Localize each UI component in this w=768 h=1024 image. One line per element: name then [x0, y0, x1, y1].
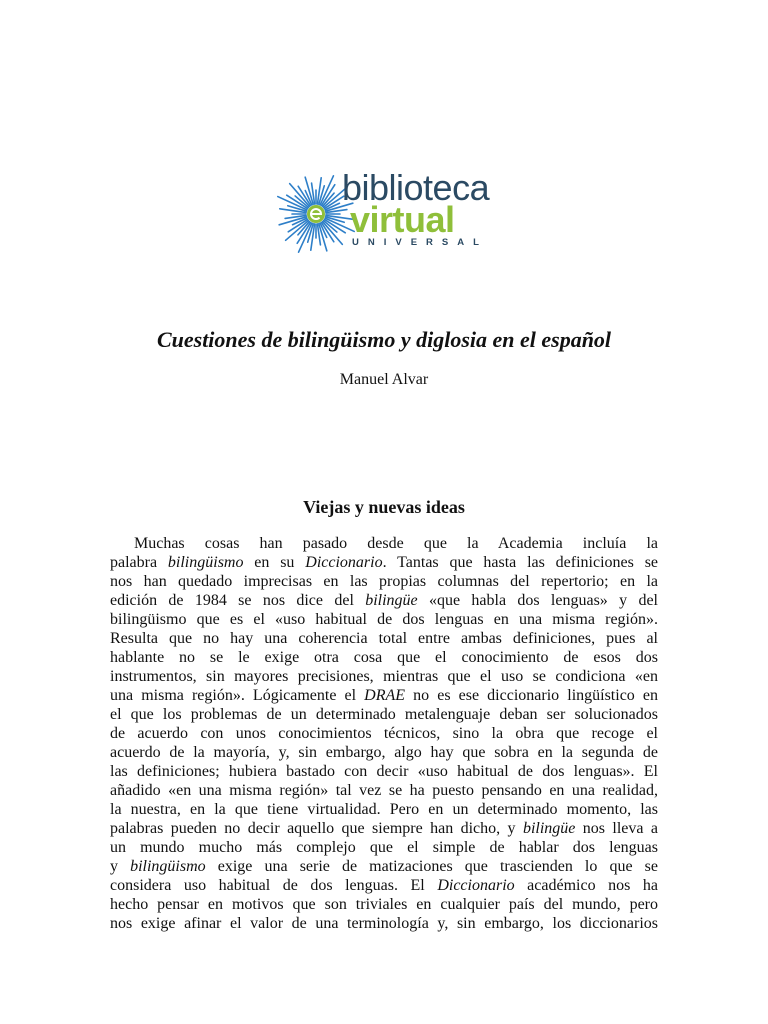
body-line — [110, 553, 658, 572]
body-line — [110, 838, 658, 857]
text-run: nos han quedado imprecisas en las propias columnas del repertorio; en la — [110, 573, 658, 590]
body-paragraph — [110, 534, 658, 933]
body-line — [110, 686, 658, 705]
text-run: en su — [243, 554, 306, 571]
italic-term: bilingüe — [365, 592, 418, 609]
body-line — [110, 629, 658, 648]
text-run: edición de 1984 se nos dice del — [110, 592, 366, 609]
body-line — [110, 800, 658, 819]
body-line — [110, 819, 658, 838]
body-line — [110, 857, 658, 876]
text-run: considera uso habitual de dos lenguas. El — [110, 877, 438, 894]
text-run: de acuerdo con unos conocimientos técnicos, sino la obra que recoge el — [110, 725, 658, 742]
body-line — [110, 743, 658, 762]
text-run: bilingüismo que es el «uso habitual de dos lenguas en una misma región». — [110, 611, 658, 628]
text-run: Muchas cosas han pasado desde que la Academia incluía la — [134, 535, 658, 552]
text-run: añadido «en una misma región» tal vez se ha puesto pensando en una realidad, — [110, 782, 658, 799]
text-run: «que habla dos lenguas» y del — [417, 592, 658, 609]
text-run: nos lleva a — [575, 820, 659, 837]
text-run: . Tantas que hasta las definiciones se — [382, 554, 659, 571]
biblioteca-virtual-logo — [266, 168, 506, 260]
text-run: palabras pueden no decir aquello que siempre han dicho, y — [110, 820, 523, 837]
italic-term: bilingüismo — [167, 554, 244, 571]
text-run: académico nos ha — [514, 877, 658, 894]
body-line — [110, 914, 658, 933]
text-run: no es ese diccionario lingüístico en — [405, 687, 658, 704]
body-line — [110, 781, 658, 800]
body-line — [110, 895, 658, 914]
text-run: nos exige afinar el valor de una terminología y, sin embargo, los diccionarios — [110, 915, 658, 932]
body-line — [110, 705, 658, 724]
text-run: instrumentos, sin mayores precisiones, mientras que el uso se condiciona «en — [110, 668, 658, 685]
text-run: exige una serie de matizaciones que trascienden lo que se — [205, 858, 658, 875]
text-run: un mundo mucho más complejo que el simple de hablar dos lenguas — [110, 839, 658, 856]
logo-word-biblioteca: biblioteca — [342, 167, 490, 208]
text-run: acuerdo de la mayoría, y, sin embargo, algo hay que sobra en la segunda de — [110, 744, 658, 761]
text-run: las definiciones; hubiera bastado con decir «uso habitual de dos lenguas». El — [110, 763, 658, 780]
text-run: la nuestra, en la que tiene virtualidad. Pero en un determinado momento, las — [110, 801, 658, 818]
body-line — [110, 667, 658, 686]
body-line — [110, 572, 658, 591]
body-line — [110, 648, 658, 667]
body-line — [110, 534, 658, 553]
logo-word-virtual: virtual — [350, 199, 455, 240]
body-line — [110, 876, 658, 895]
italic-term: bilingüe — [522, 820, 576, 837]
italic-term: Diccionario — [305, 554, 383, 571]
document-author: Manuel Alvar — [339, 371, 429, 388]
text-run: Resulta que no hay una coherencia total entre ambas definiciones, pues al — [110, 630, 658, 647]
text-run: hecho pensar en motivos que son triviales en cualquier país del mundo, pero — [110, 896, 658, 913]
body-line — [110, 762, 658, 781]
section-heading: Viejas y nuevas ideas — [303, 497, 465, 517]
text-run: palabra — [110, 554, 168, 571]
italic-term: bilingüismo — [130, 858, 206, 875]
body-line — [110, 610, 658, 629]
document-title: Cuestiones de bilingüismo y diglosia en el español — [156, 327, 612, 352]
text-run: hablante no se le exige otra cosa que el conocimiento de esos dos — [110, 649, 658, 666]
italic-term: DRAE — [364, 687, 406, 704]
text-run: y — [110, 858, 131, 875]
logo-word-universal: UNIVERSAL — [352, 237, 488, 248]
body-line — [110, 591, 658, 610]
body-line — [110, 724, 658, 743]
text-run: el que los problemas de un determinado metalenguaje deban ser solucionados — [110, 706, 658, 723]
text-run: una misma región». Lógicamente el — [110, 687, 365, 704]
italic-term: Diccionario — [437, 877, 515, 894]
